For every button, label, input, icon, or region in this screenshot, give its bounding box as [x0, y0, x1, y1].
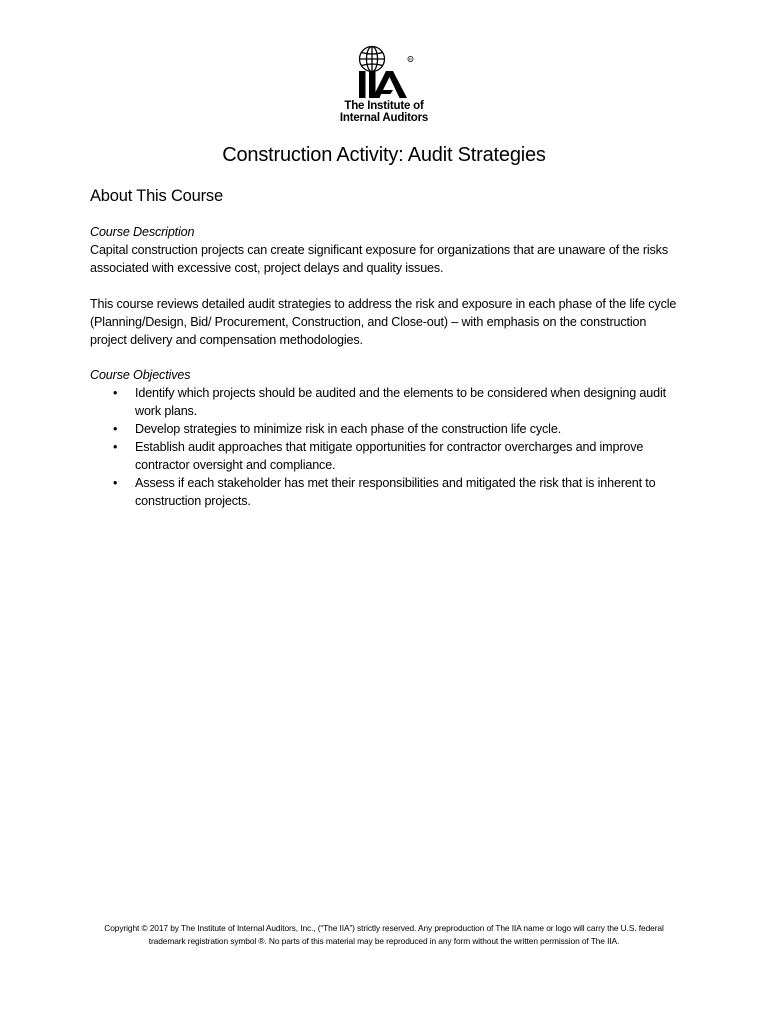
list-item — [90, 420, 680, 438]
description-paragraph-1: Capital construction projects can create significant exposure for organizations that are unaware of the risks associated with excessive cost, project delays and quality issues. — [90, 243, 668, 275]
page-title: Construction Activity: Audit Strategies — [222, 144, 546, 166]
bullet-icon: • — [113, 476, 118, 490]
objectives-list — [90, 384, 680, 510]
bullet-icon: • — [113, 440, 118, 454]
copyright-footer: Copyright © 2017 by The Institute of Internal Auditors, Inc., (“The IIA”) strictly reserved. Any preproduction of The IIA name or logo will carry the U.S. federal trademark registration symbol ®. No parts of this material may be reproduced in any form without the written permission of The IIA. — [104, 923, 664, 946]
bullet-icon: • — [113, 386, 118, 400]
course-description-heading: Course Description — [90, 225, 195, 239]
description-paragraph-2: This course reviews detailed audit strategies to address the risk and exposure in each phase of the life cycle (Planning/Design, Bid/ Procurement, Construction, and Close-out) – with emphasis on the construction project delivery and compensation methodologies. — [90, 297, 677, 347]
iia-logo — [0, 44, 768, 124]
objective-text: Develop strategies to minimize risk in each phase of the construction life cycle. — [135, 422, 562, 436]
objective-text: Establish audit approaches that mitigate opportunities for contractor overcharges and improve contractor oversight and compliance. — [135, 440, 644, 472]
course-content — [90, 184, 680, 510]
list-item — [90, 474, 680, 510]
svg-text:R: R — [409, 56, 412, 62]
objective-text: Assess if each stakeholder has met their responsibilities and mitigated the risk that is inherent to construction projects. — [135, 476, 656, 508]
course-objectives-heading: Course Objectives — [90, 368, 191, 382]
logo-name-line-2: Internal Auditors — [339, 112, 429, 124]
objective-text: Identify which projects should be audited and the elements to be considered when designing audit work plans. — [135, 386, 666, 418]
about-heading: About This Course — [90, 187, 223, 205]
logo-name-line-1: The Institute of — [344, 100, 424, 112]
list-item — [90, 438, 680, 474]
list-item — [90, 384, 680, 420]
bullet-icon: • — [113, 422, 118, 436]
iia-globe-logo-icon — [349, 44, 419, 100]
